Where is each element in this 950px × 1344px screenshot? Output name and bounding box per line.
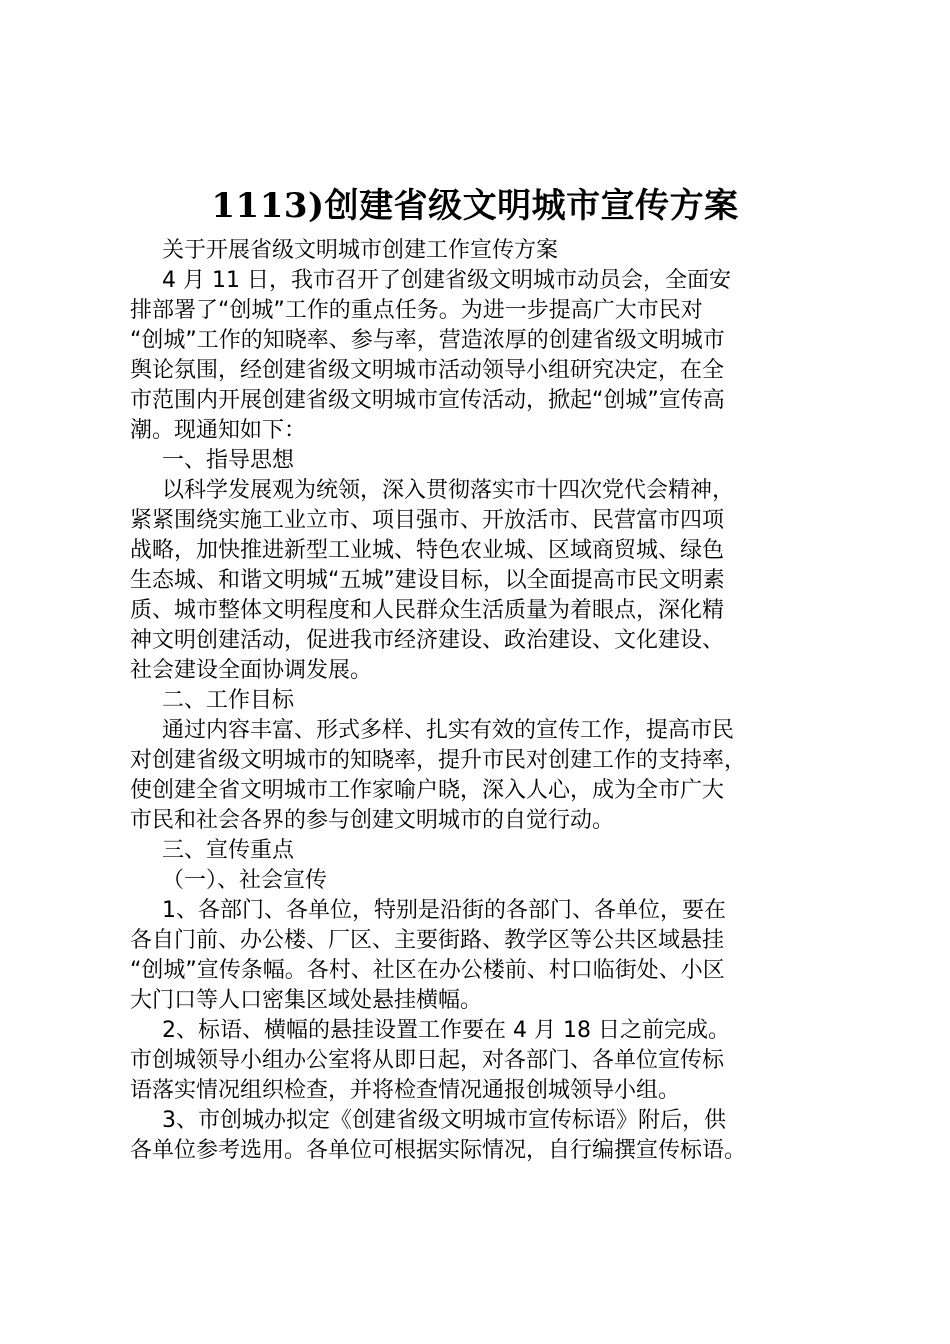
text-line: （一）、社会宣传 — [162, 868, 328, 893]
text-line: 舆论氛围，经创建省级文明城市活动领导小组研究决定，在全 — [130, 358, 725, 383]
text-line: 4 月 11 日，我市召开了创建省级文明城市动员会，全面安 — [162, 268, 731, 293]
text-line: 关于开展省级文明城市创建工作宣传方案 — [162, 238, 559, 263]
text-line: 语落实情况组织检查，并将检查情况通报创城领导小组。 — [130, 1078, 681, 1103]
text-line: 各单位参考选用。各单位可根据实际情况，自行编撰宣传标语。 — [130, 1138, 747, 1163]
text-line: 对创建省级文明城市的知晓率，提升市民对创建工作的支持率， — [130, 748, 747, 773]
text-line: 质、城市整体文明程度和人民群众生活质量为着眼点，深化精 — [130, 598, 725, 623]
text-line: 2、标语、横幅的悬挂设置工作要在 4 月 18 日之前完成。 — [162, 1018, 730, 1043]
text-line: 通过内容丰富、形式多样、扎实有效的宣传工作，提高市民 — [162, 718, 735, 743]
text-line: 3、市创城办拟定《创建省级文明城市宣传标语》附后，供 — [162, 1108, 726, 1133]
text-line: 排部署了“创城”工作的重点任务。为进一步提高广大市民对 — [130, 298, 703, 323]
text-line: 社会建设全面协调发展。 — [130, 658, 373, 683]
text-line: “创城”宣传条幅。各村、社区在办公楼前、村口临街处、小区 — [130, 958, 725, 983]
text-line: 使创建全省文明城市工作家喻户晓，深入人心，成为全市广大 — [130, 778, 725, 803]
text-line: 生态城、和谐文明城“五城”建设目标，以全面提高市民文明素 — [130, 568, 725, 593]
title-text: 创建省级文明城市宣传方案 — [324, 186, 739, 226]
text-line: 二、工作目标 — [162, 688, 295, 713]
text-line: 市范围内开展创建省级文明城市宣传活动，掀起“创城”宣传高 — [130, 388, 725, 413]
text-line: 各自门前、办公楼、厂区、主要街路、教学区等公共区域悬挂 — [130, 928, 725, 953]
text-line: 市创城领导小组办公室将从即日起，对各部门、各单位宣传标 — [130, 1048, 725, 1073]
title-number: 1113) — [211, 186, 325, 226]
text-line: “创城”工作的知晓率、参与率，营造浓厚的创建省级文明城市 — [130, 328, 725, 353]
text-line: 潮。现通知如下： — [130, 418, 307, 443]
text-line: 神文明创建活动，促进我市经济建设、政治建设、文化建设、 — [130, 628, 725, 653]
text-line: 大门口等人口密集区域处悬挂横幅。 — [130, 988, 483, 1013]
document-title — [0, 176, 950, 236]
text-line: 1、各部门、各单位，特别是沿街的各部门、各单位，要在 — [162, 898, 726, 923]
text-line: 战略，加快推进新型工业城、特色农业城、区域商贸城、绿色 — [130, 538, 725, 563]
text-line: 市民和社会各界的参与创建文明城市的自觉行动。 — [130, 808, 615, 833]
document-body — [130, 236, 830, 1166]
text-line: 紧紧围绕实施工业立市、项目强市、开放活市、民营富市四项 — [130, 508, 725, 533]
text-line: 一、指导思想 — [162, 448, 295, 473]
text-line: 三、宣传重点 — [162, 838, 295, 863]
text-line: 以科学发展观为统领，深入贯彻落实市十四次党代会精神， — [162, 478, 735, 503]
